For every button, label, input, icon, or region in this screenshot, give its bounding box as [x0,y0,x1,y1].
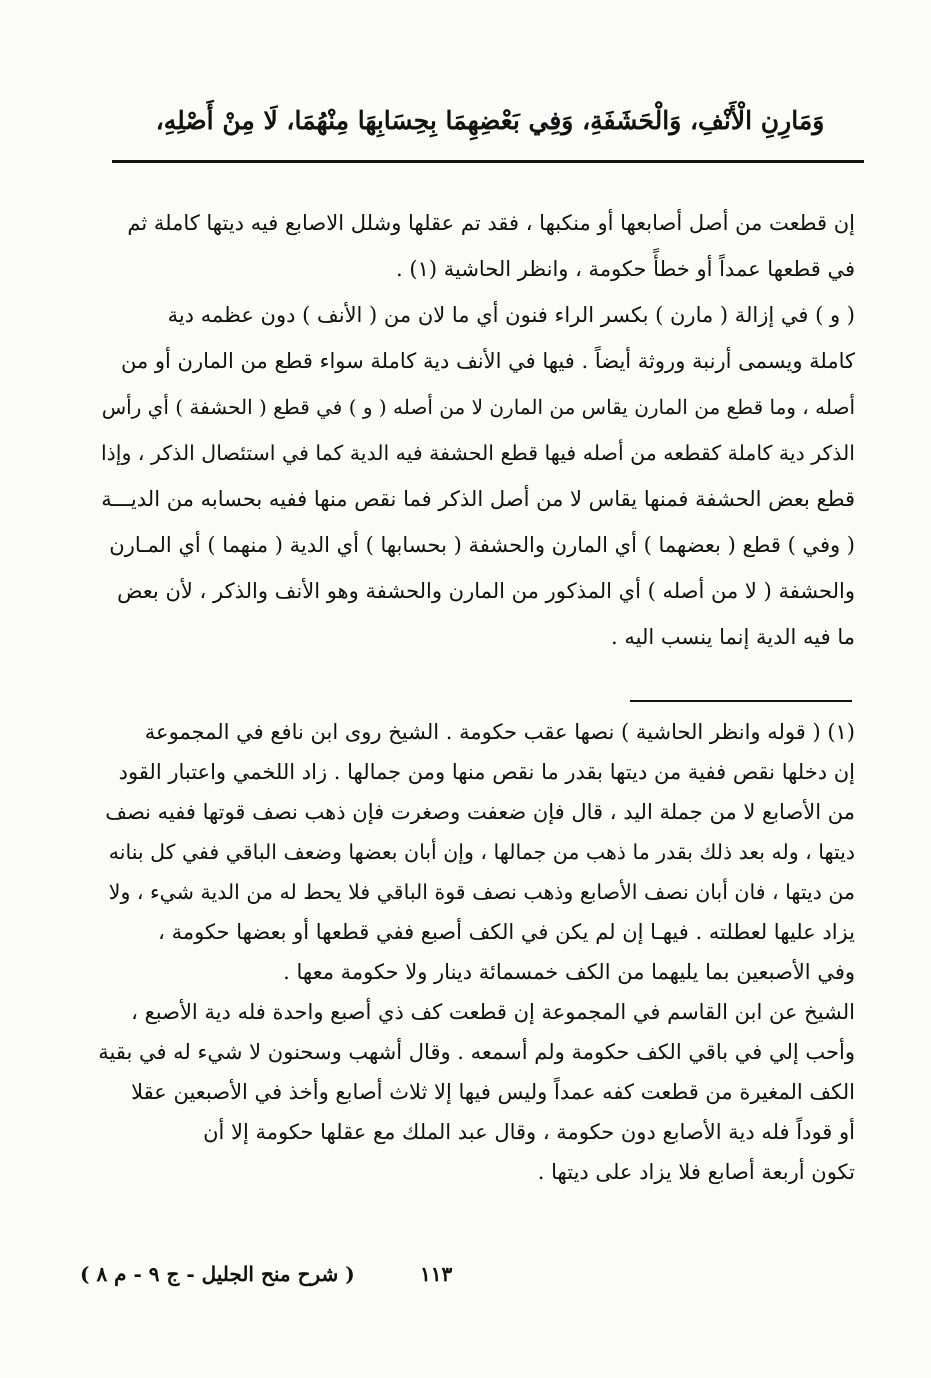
body-line: في قطعها عمداً أو خطأً حكومة ، وانظر الحاشية (١) . [396,257,855,281]
body-line: قطع بعض الحشفة فمنها يقاس لا من أصل الذكر فما نقص منها ففيه بحسابه من الديـــة [101,487,855,511]
footnote-block [95,712,855,1192]
footnote-line: من ديتها ، فان أبان نصف الأصابع وذهب نصف قوة الباقي فلا يحط له من الدية شيء ، ولا [108,880,855,904]
commentary-body [95,200,855,660]
footnote-line: (١) ( قوله وانظر الحاشية ) نصها عقب حكومة . الشيخ روى ابن نافع في المجموعة [144,720,855,744]
footnote-line: أو قوداً فله دية الأصابع دون حكومة ، وقال عبد الملك مع عقلها حكومة إلا أن [203,1120,855,1144]
body-line: أصله ، وما قطع من المارن يقاس من المارن لا من أصله ( و ) في قطع ( الحشفة ) أي رأس [101,395,855,419]
body-line: إن قطعت من أصل أصابعها أو منكبها ، فقد تم عقلها وشلل الاصابع فيه ديتها كاملة ثم [127,211,855,235]
body-line: الذكر دية كاملة كقطعه من أصله فيها قطع الحشفة فيه الدية كما في استئصال الذكر ، وإذا [100,441,855,465]
footnote-line: وفي الأصبعين بما يليهما من الكف خمسمائة دينار ولا حكومة معها . [283,960,855,984]
footnote-line: ديتها ، وله بعد ذلك بقدر ما ذهب من جمالها ، وإن أبان بعضها وضعف الباقي ففي كل بنانه [108,840,855,864]
body-line: ( وفي ) قطع ( بعضهما ) أي المارن والحشفة ( بحسابها ) أي الدية ( منهما ) أي المـارن [109,533,855,557]
footnote-line: إن دخلها نقص ففية من ديتها بقدر ما نقص منها ومن جمالها . زاد اللخمي واعتبار القود [118,760,855,784]
body-line: كاملة ويسمى أرنبة وروثة أيضاً . فيها في الأنف دية كاملة سواء قطع من المارن أو من [120,349,855,373]
footnote-rule [630,700,852,702]
footnote-line: تكون أربعة أصابع فلا يزاد على ديتها . [537,1160,855,1184]
footnote-line: الشيخ عن ابن القاسم في المجموعة إن قطعت كف ذي أصبع واحدة فله دية الأصبع ، [131,1000,855,1024]
footnote-line: يزاد عليها لعطلته . فيهـا إن لم يكن في الكف أصبع ففي قطعها أو بعضها حكومة ، [158,920,855,944]
body-line: والحشفة ( لا من أصله ) أي المذكور من المارن والحشفة وهو الأنف والذكر ، لأن بعض [117,579,855,603]
matn-heading: وَمَارِنِ الْأَنْفِ، وَالْحَشَفَةِ، وَفِي بَعْضِهِمَا بِحِسَابِهَا مِنْهُمَا، لَا مِنْ أَصْلِهِ، [155,106,825,135]
body-line: ما فيه الدية إنما ينسب اليه . [611,625,855,649]
footnote-line: الكف المغيرة من قطعت كفه عمداً وليس فيها إلا ثلاث أصابع وأخذ في الأصبعين عقلا [131,1080,855,1104]
footnote-line: من الأصابع لا من جملة اليد ، قال فإن ضعفت وصغرت فإن ذهب نصف قوتها ففيه نصف [105,800,855,824]
heading-rule [112,160,864,163]
page-number: ١١٣ [420,1262,453,1286]
source-signature: ( شرح منح الجليل - ج ٩ - م ٨ ) [80,1262,355,1286]
footnote-line: وأحب إلي في باقي الكف حكومة ولم أسمعه . وقال أشهب وسحنون لا شيء له في بقية [98,1040,855,1064]
body-line: ( و ) في إزالة ( مارن ) بكسر الراء فنون أي ما لان من ( الأنف ) دون عظمه دية [167,303,855,327]
